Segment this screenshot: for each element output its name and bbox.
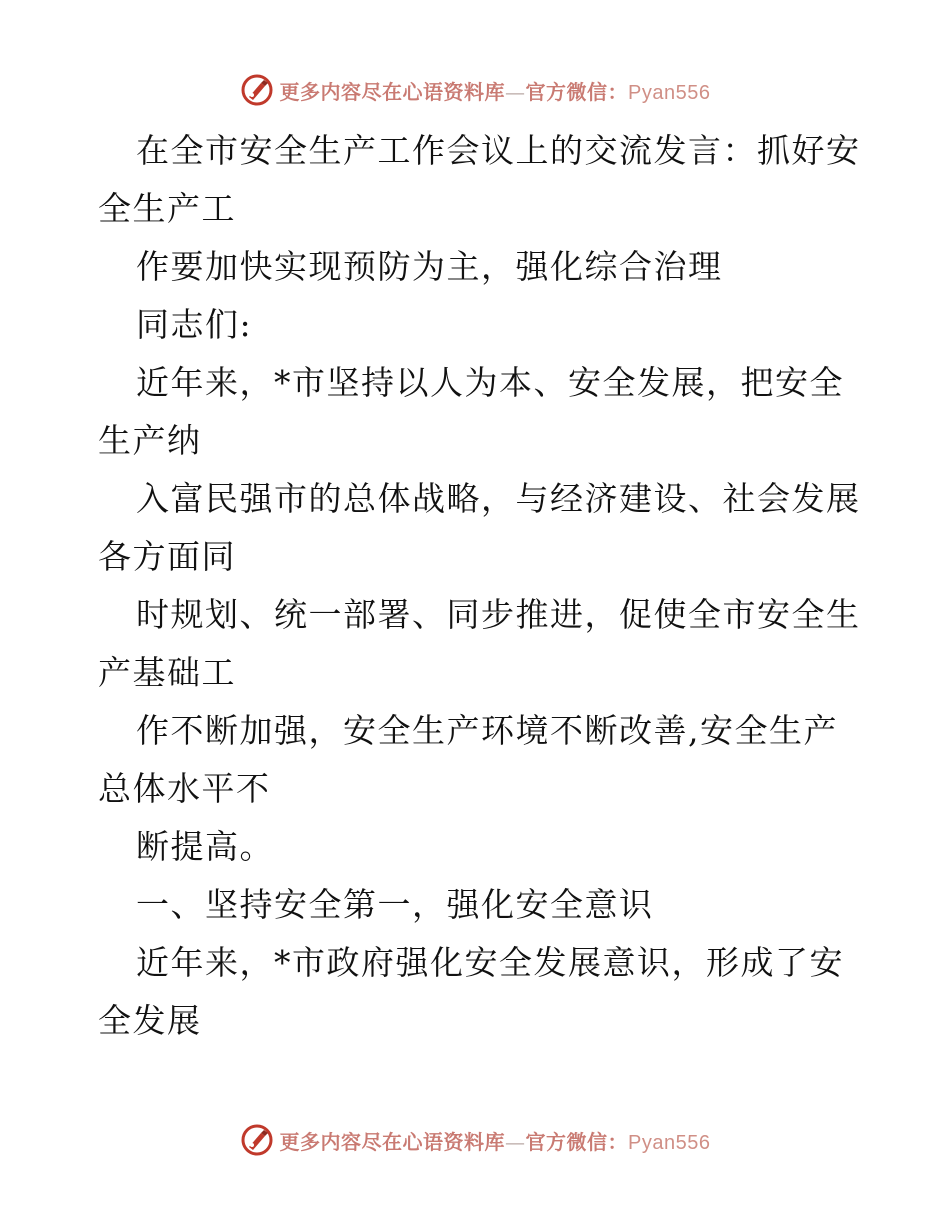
doc-line: 作要加快实现预防为主，强化综合治理 <box>136 247 723 286</box>
pen-logo-icon <box>240 73 274 107</box>
watermark-label: 官方微信： <box>525 1129 629 1154</box>
document-body <box>98 122 861 1050</box>
watermark-label: 官方微信： <box>525 79 629 104</box>
watermark-handle: Pyan556 <box>628 81 711 104</box>
doc-line: 生产纳 <box>98 421 202 460</box>
watermark-separator: — <box>505 79 526 104</box>
doc-line: 在全市安全生产工作会议上的交流发言：抓好安 <box>136 131 861 170</box>
doc-line: 全生产工 <box>98 189 236 228</box>
doc-line: 各方面同 <box>98 537 236 576</box>
footer-watermark <box>0 1120 950 1160</box>
doc-line: 同志们: <box>136 305 253 344</box>
doc-line: 作不断加强，安全生产环境不断改善,安全生产 <box>136 711 838 750</box>
doc-line: 入富民强市的总体战略，与经济建设、社会发展 <box>136 479 861 518</box>
watermark-text <box>280 1126 711 1155</box>
watermark-text <box>280 76 711 105</box>
watermark-brand: 更多内容尽在心语资料库 <box>279 79 506 104</box>
pen-logo-icon <box>240 1123 274 1157</box>
header-watermark <box>0 70 950 110</box>
doc-line: 断提高。 <box>136 827 274 866</box>
doc-line: 总体水平不 <box>98 769 271 808</box>
doc-line: 产基础工 <box>98 653 236 692</box>
doc-line: 全发展 <box>98 1001 202 1040</box>
watermark-handle: Pyan556 <box>628 1131 711 1154</box>
doc-line: 时规划、统一部署、同步推进，促使全市安全生 <box>136 595 861 634</box>
watermark-separator: — <box>505 1129 526 1154</box>
section-heading: 一、坚持安全第一，强化安全意识 <box>136 885 654 924</box>
doc-line: 近年来，*市政府强化安全发展意识，形成了安 <box>136 943 844 982</box>
watermark-brand: 更多内容尽在心语资料库 <box>279 1129 506 1154</box>
doc-line: 近年来，*市坚持以人为本、安全发展，把安全 <box>136 363 844 402</box>
